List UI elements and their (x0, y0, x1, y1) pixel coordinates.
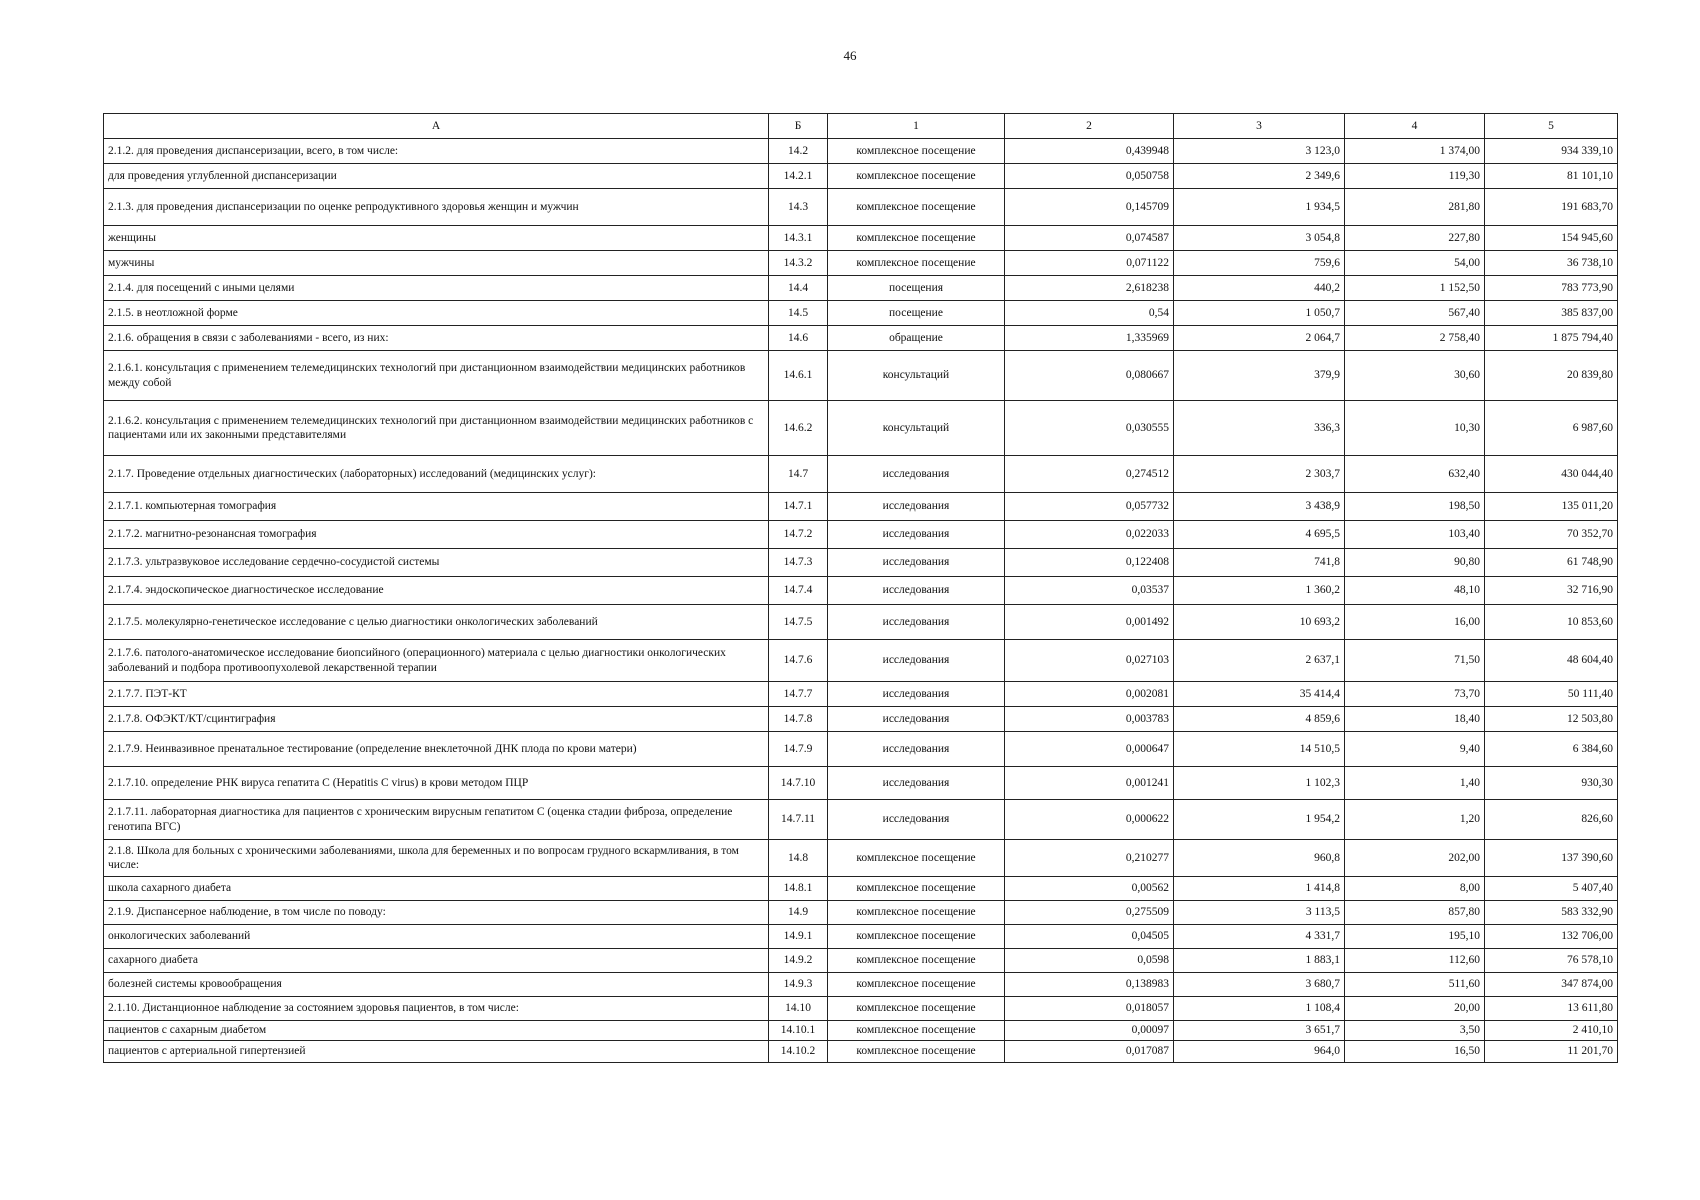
row-value-col4: 511,60 (1345, 973, 1485, 997)
row-value-col4: 3,50 (1345, 1021, 1485, 1041)
row-value-col2: 0,00097 (1005, 1021, 1174, 1041)
row-unit-cell: комплексное посещение (828, 901, 1005, 925)
row-value-col3: 379,9 (1174, 351, 1345, 401)
row-name-cell: пациентов с сахарным диабетом (104, 1021, 769, 1041)
row-name-cell: 2.1.7.8. ОФЭКТ/КТ/сцинтиграфия (104, 707, 769, 732)
row-name-cell: 2.1.6. обращения в связи с заболеваниями - всего, из них: (104, 326, 769, 351)
row-unit-cell: исследования (828, 640, 1005, 682)
column-header-5: 5 (1485, 114, 1618, 139)
row-value-col5: 76 578,10 (1485, 949, 1618, 973)
row-value-col4: 281,80 (1345, 189, 1485, 226)
table-row (104, 521, 1618, 549)
row-value-col2: 0,439948 (1005, 139, 1174, 164)
row-value-col3: 1 883,1 (1174, 949, 1345, 973)
row-value-col3: 3 680,7 (1174, 973, 1345, 997)
row-value-col5: 930,30 (1485, 767, 1618, 800)
row-unit-cell: комплексное посещение (828, 949, 1005, 973)
row-value-col3: 2 064,7 (1174, 326, 1345, 351)
row-name-cell: 2.1.7.6. патолого-анатомическое исследование биопсийного (операционного) материала с целью диагностики онкологических заболеваний и подбора противоопухолевой лекарственной терапии (104, 640, 769, 682)
row-name-cell: 2.1.7. Проведение отдельных диагностических (лабораторных) исследований (медицинских услуг): (104, 456, 769, 493)
table-row (104, 189, 1618, 226)
row-unit-cell: исследования (828, 605, 1005, 640)
row-value-col2: 0,03537 (1005, 577, 1174, 605)
row-code-cell: 14.8 (769, 840, 828, 877)
row-code-cell: 14.9.2 (769, 949, 828, 973)
row-value-col5: 13 611,80 (1485, 997, 1618, 1021)
row-name-cell: женщины (104, 226, 769, 251)
row-code-cell: 14.7.8 (769, 707, 828, 732)
row-value-col5: 2 410,10 (1485, 1021, 1618, 1041)
table-row (104, 577, 1618, 605)
row-value-col4: 632,40 (1345, 456, 1485, 493)
table-row (104, 840, 1618, 877)
row-value-col5: 154 945,60 (1485, 226, 1618, 251)
row-value-col3: 4 331,7 (1174, 925, 1345, 949)
row-value-col3: 4 859,6 (1174, 707, 1345, 732)
row-value-col3: 1 050,7 (1174, 301, 1345, 326)
row-code-cell: 14.7.3 (769, 549, 828, 577)
row-value-col2: 0,275509 (1005, 901, 1174, 925)
row-value-col2: 0,274512 (1005, 456, 1174, 493)
row-value-col3: 35 414,4 (1174, 682, 1345, 707)
row-value-col4: 202,00 (1345, 840, 1485, 877)
row-code-cell: 14.7.4 (769, 577, 828, 605)
row-unit-cell: комплексное посещение (828, 925, 1005, 949)
row-value-col5: 934 339,10 (1485, 139, 1618, 164)
row-value-col4: 857,80 (1345, 901, 1485, 925)
row-value-col4: 1 152,50 (1345, 276, 1485, 301)
column-header-3: 3 (1174, 114, 1345, 139)
row-value-col5: 347 874,00 (1485, 973, 1618, 997)
row-value-col4: 195,10 (1345, 925, 1485, 949)
row-code-cell: 14.7 (769, 456, 828, 493)
row-value-col2: 0,017087 (1005, 1041, 1174, 1063)
row-name-cell: для проведения углубленной диспансеризации (104, 164, 769, 189)
row-name-cell: 2.1.4. для посещений с иными целями (104, 276, 769, 301)
row-unit-cell: консультаций (828, 351, 1005, 401)
row-code-cell: 14.5 (769, 301, 828, 326)
row-name-cell: болезней системы кровообращения (104, 973, 769, 997)
row-value-col3: 1 414,8 (1174, 877, 1345, 901)
row-value-col2: 0,003783 (1005, 707, 1174, 732)
row-unit-cell: посещения (828, 276, 1005, 301)
row-value-col5: 20 839,80 (1485, 351, 1618, 401)
table-row (104, 326, 1618, 351)
row-value-col2: 0,030555 (1005, 401, 1174, 456)
row-value-col4: 30,60 (1345, 351, 1485, 401)
row-value-col5: 385 837,00 (1485, 301, 1618, 326)
row-value-col5: 61 748,90 (1485, 549, 1618, 577)
page-number: 46 (843, 48, 857, 63)
row-name-cell: 2.1.7.4. эндоскопическое диагностическое исследование (104, 577, 769, 605)
row-value-col2: 0,071122 (1005, 251, 1174, 276)
row-value-col3: 440,2 (1174, 276, 1345, 301)
row-code-cell: 14.9.3 (769, 973, 828, 997)
row-value-col4: 48,10 (1345, 577, 1485, 605)
row-value-col2: 0,018057 (1005, 997, 1174, 1021)
row-value-col4: 112,60 (1345, 949, 1485, 973)
table-row (104, 707, 1618, 732)
row-value-col5: 36 738,10 (1485, 251, 1618, 276)
row-value-col3: 960,8 (1174, 840, 1345, 877)
row-code-cell: 14.3.1 (769, 226, 828, 251)
row-name-cell: 2.1.7.7. ПЭТ-КТ (104, 682, 769, 707)
table-row (104, 605, 1618, 640)
row-value-col3: 336,3 (1174, 401, 1345, 456)
row-value-col2: 0,00562 (1005, 877, 1174, 901)
row-value-col4: 16,50 (1345, 1041, 1485, 1063)
row-code-cell: 14.10 (769, 997, 828, 1021)
row-name-cell: 2.1.5. в неотложной форме (104, 301, 769, 326)
row-value-col5: 135 011,20 (1485, 493, 1618, 521)
column-header-1: 1 (828, 114, 1005, 139)
table-row (104, 901, 1618, 925)
row-value-col2: 0,074587 (1005, 226, 1174, 251)
row-value-col5: 70 352,70 (1485, 521, 1618, 549)
row-name-cell: 2.1.6.2. консультация с применением телемедицинских технологий при дистанционном взаимодействии медицинских работников с пациентами или их законными представителями (104, 401, 769, 456)
table-row (104, 1021, 1618, 1041)
data-table (103, 113, 1618, 1063)
row-value-col5: 137 390,60 (1485, 840, 1618, 877)
row-code-cell: 14.7.1 (769, 493, 828, 521)
row-unit-cell: комплексное посещение (828, 997, 1005, 1021)
row-code-cell: 14.4 (769, 276, 828, 301)
row-value-col5: 10 853,60 (1485, 605, 1618, 640)
row-unit-cell: исследования (828, 577, 1005, 605)
column-header-b: Б (769, 114, 828, 139)
row-unit-cell: посещение (828, 301, 1005, 326)
row-unit-cell: комплексное посещение (828, 877, 1005, 901)
row-value-col4: 71,50 (1345, 640, 1485, 682)
row-unit-cell: исследования (828, 682, 1005, 707)
row-value-col2: 0,145709 (1005, 189, 1174, 226)
table-row (104, 301, 1618, 326)
row-value-col2: 0,001241 (1005, 767, 1174, 800)
row-name-cell: 2.1.6.1. консультация с применением телемедицинских технологий при дистанционном взаимодействии медицинских работников между собой (104, 351, 769, 401)
row-value-col5: 11 201,70 (1485, 1041, 1618, 1063)
row-code-cell: 14.7.11 (769, 800, 828, 840)
row-code-cell: 14.6.2 (769, 401, 828, 456)
row-unit-cell: исследования (828, 767, 1005, 800)
row-name-cell: 2.1.7.5. молекулярно-генетическое исследование с целью диагностики онкологических заболеваний (104, 605, 769, 640)
row-name-cell: 2.1.7.3. ультразвуковое исследование сердечно-сосудистой системы (104, 549, 769, 577)
row-value-col3: 2 349,6 (1174, 164, 1345, 189)
row-value-col2: 2,618238 (1005, 276, 1174, 301)
row-code-cell: 14.2.1 (769, 164, 828, 189)
table-row (104, 251, 1618, 276)
table-row (104, 351, 1618, 401)
row-name-cell: 2.1.7.11. лабораторная диагностика для пациентов с хроническим вирусным гепатитом С (оценка стадии фиброза, определение генотипа ВГС) (104, 800, 769, 840)
row-value-col3: 1 102,3 (1174, 767, 1345, 800)
table-row (104, 401, 1618, 456)
row-value-col5: 430 044,40 (1485, 456, 1618, 493)
row-value-col2: 0,210277 (1005, 840, 1174, 877)
row-value-col2: 0,080667 (1005, 351, 1174, 401)
row-name-cell: 2.1.2. для проведения диспансеризации, всего, в том числе: (104, 139, 769, 164)
row-code-cell: 14.7.9 (769, 732, 828, 767)
row-value-col2: 0,001492 (1005, 605, 1174, 640)
row-value-col3: 3 113,5 (1174, 901, 1345, 925)
row-unit-cell: исследования (828, 549, 1005, 577)
table-row (104, 732, 1618, 767)
row-value-col5: 5 407,40 (1485, 877, 1618, 901)
row-value-col2: 0,057732 (1005, 493, 1174, 521)
row-unit-cell: исследования (828, 800, 1005, 840)
row-unit-cell: комплексное посещение (828, 164, 1005, 189)
row-code-cell: 14.7.2 (769, 521, 828, 549)
header-row (104, 114, 1618, 139)
row-value-col4: 10,30 (1345, 401, 1485, 456)
row-unit-cell: исследования (828, 493, 1005, 521)
row-value-col4: 90,80 (1345, 549, 1485, 577)
row-value-col4: 16,00 (1345, 605, 1485, 640)
row-value-col3: 2 637,1 (1174, 640, 1345, 682)
table-row (104, 925, 1618, 949)
row-value-col3: 4 695,5 (1174, 521, 1345, 549)
row-unit-cell: исследования (828, 732, 1005, 767)
row-unit-cell: комплексное посещение (828, 1041, 1005, 1063)
table-row (104, 800, 1618, 840)
row-value-col2: 0,04505 (1005, 925, 1174, 949)
row-name-cell: пациентов с артериальной гипертензией (104, 1041, 769, 1063)
row-unit-cell: комплексное посещение (828, 1021, 1005, 1041)
row-unit-cell: комплексное посещение (828, 251, 1005, 276)
row-value-col2: 0,002081 (1005, 682, 1174, 707)
row-value-col5: 32 716,90 (1485, 577, 1618, 605)
row-value-col3: 10 693,2 (1174, 605, 1345, 640)
row-value-col3: 964,0 (1174, 1041, 1345, 1063)
row-code-cell: 14.10.1 (769, 1021, 828, 1041)
column-header-2: 2 (1005, 114, 1174, 139)
row-name-cell: 2.1.10. Дистанционное наблюдение за состоянием здоровья пациентов, в том числе: (104, 997, 769, 1021)
row-name-cell: мужчины (104, 251, 769, 276)
table-row (104, 973, 1618, 997)
row-value-col4: 119,30 (1345, 164, 1485, 189)
table-row (104, 682, 1618, 707)
row-value-col5: 1 875 794,40 (1485, 326, 1618, 351)
row-code-cell: 14.7.6 (769, 640, 828, 682)
row-value-col3: 3 438,9 (1174, 493, 1345, 521)
row-value-col4: 103,40 (1345, 521, 1485, 549)
row-value-col5: 6 384,60 (1485, 732, 1618, 767)
row-name-cell: 2.1.9. Диспансерное наблюдение, в том числе по поводу: (104, 901, 769, 925)
row-unit-cell: консультаций (828, 401, 1005, 456)
row-name-cell: онкологических заболеваний (104, 925, 769, 949)
row-name-cell: 2.1.8. Школа для больных с хроническими заболеваниями, школа для беременных и по вопросам грудного вскармливания, в том числе: (104, 840, 769, 877)
table-row (104, 640, 1618, 682)
row-value-col3: 741,8 (1174, 549, 1345, 577)
row-value-col3: 2 303,7 (1174, 456, 1345, 493)
row-unit-cell: исследования (828, 707, 1005, 732)
row-name-cell: 2.1.3. для проведения диспансеризации по оценке репродуктивного здоровья женщин и мужчин (104, 189, 769, 226)
table-row (104, 276, 1618, 301)
row-code-cell: 14.6 (769, 326, 828, 351)
row-value-col2: 0,022033 (1005, 521, 1174, 549)
table-row (104, 226, 1618, 251)
row-code-cell: 14.7.7 (769, 682, 828, 707)
row-value-col3: 3 651,7 (1174, 1021, 1345, 1041)
row-name-cell: 2.1.7.1. компьютерная томография (104, 493, 769, 521)
row-value-col3: 1 954,2 (1174, 800, 1345, 840)
row-value-col2: 0,122408 (1005, 549, 1174, 577)
row-code-cell: 14.7.5 (769, 605, 828, 640)
row-name-cell: 2.1.7.9. Неинвазивное пренатальное тестирование (определение внеклеточной ДНК плода по крови матери) (104, 732, 769, 767)
row-name-cell: 2.1.7.2. магнитно-резонансная томография (104, 521, 769, 549)
table-row (104, 949, 1618, 973)
row-unit-cell: исследования (828, 456, 1005, 493)
row-value-col3: 1 108,4 (1174, 997, 1345, 1021)
row-value-col2: 1,335969 (1005, 326, 1174, 351)
row-value-col5: 826,60 (1485, 800, 1618, 840)
row-unit-cell: обращение (828, 326, 1005, 351)
row-value-col5: 583 332,90 (1485, 901, 1618, 925)
table-row (104, 549, 1618, 577)
row-value-col4: 1,40 (1345, 767, 1485, 800)
row-value-col4: 227,80 (1345, 226, 1485, 251)
row-value-col4: 1 374,00 (1345, 139, 1485, 164)
row-value-col2: 0,000647 (1005, 732, 1174, 767)
row-code-cell: 14.7.10 (769, 767, 828, 800)
row-name-cell: 2.1.7.10. определение РНК вируса гепатита С (Hepatitis C virus) в крови методом ПЦР (104, 767, 769, 800)
row-name-cell: сахарного диабета (104, 949, 769, 973)
row-code-cell: 14.9.1 (769, 925, 828, 949)
row-code-cell: 14.3.2 (769, 251, 828, 276)
row-value-col3: 1 360,2 (1174, 577, 1345, 605)
row-value-col4: 73,70 (1345, 682, 1485, 707)
row-value-col4: 567,40 (1345, 301, 1485, 326)
row-unit-cell: комплексное посещение (828, 139, 1005, 164)
row-value-col4: 54,00 (1345, 251, 1485, 276)
row-value-col4: 1,20 (1345, 800, 1485, 840)
row-unit-cell: комплексное посещение (828, 226, 1005, 251)
row-value-col5: 81 101,10 (1485, 164, 1618, 189)
column-header-a: А (104, 114, 769, 139)
row-unit-cell: комплексное посещение (828, 840, 1005, 877)
row-value-col4: 9,40 (1345, 732, 1485, 767)
table-row (104, 456, 1618, 493)
row-value-col2: 0,0598 (1005, 949, 1174, 973)
table-row (104, 877, 1618, 901)
table-row (104, 767, 1618, 800)
row-unit-cell: комплексное посещение (828, 973, 1005, 997)
row-value-col2: 0,050758 (1005, 164, 1174, 189)
column-header-4: 4 (1345, 114, 1485, 139)
row-value-col4: 2 758,40 (1345, 326, 1485, 351)
row-value-col5: 6 987,60 (1485, 401, 1618, 456)
row-name-cell: школа сахарного диабета (104, 877, 769, 901)
row-value-col3: 3 123,0 (1174, 139, 1345, 164)
row-code-cell: 14.10.2 (769, 1041, 828, 1063)
row-value-col5: 12 503,80 (1485, 707, 1618, 732)
row-value-col4: 198,50 (1345, 493, 1485, 521)
row-value-col2: 0,54 (1005, 301, 1174, 326)
row-code-cell: 14.3 (769, 189, 828, 226)
row-unit-cell: исследования (828, 521, 1005, 549)
row-value-col3: 1 934,5 (1174, 189, 1345, 226)
table-row (104, 997, 1618, 1021)
row-code-cell: 14.8.1 (769, 877, 828, 901)
row-code-cell: 14.2 (769, 139, 828, 164)
row-value-col5: 48 604,40 (1485, 640, 1618, 682)
row-value-col5: 191 683,70 (1485, 189, 1618, 226)
row-value-col5: 50 111,40 (1485, 682, 1618, 707)
row-value-col3: 14 510,5 (1174, 732, 1345, 767)
row-value-col4: 18,40 (1345, 707, 1485, 732)
row-value-col3: 759,6 (1174, 251, 1345, 276)
row-value-col4: 20,00 (1345, 997, 1485, 1021)
row-value-col2: 0,138983 (1005, 973, 1174, 997)
row-code-cell: 14.9 (769, 901, 828, 925)
row-value-col4: 8,00 (1345, 877, 1485, 901)
row-value-col2: 0,027103 (1005, 640, 1174, 682)
row-code-cell: 14.6.1 (769, 351, 828, 401)
table-row (104, 164, 1618, 189)
table-row (104, 1041, 1618, 1063)
table-row (104, 139, 1618, 164)
row-value-col3: 3 054,8 (1174, 226, 1345, 251)
row-value-col2: 0,000622 (1005, 800, 1174, 840)
row-value-col5: 783 773,90 (1485, 276, 1618, 301)
row-value-col5: 132 706,00 (1485, 925, 1618, 949)
row-unit-cell: комплексное посещение (828, 189, 1005, 226)
table-row (104, 493, 1618, 521)
